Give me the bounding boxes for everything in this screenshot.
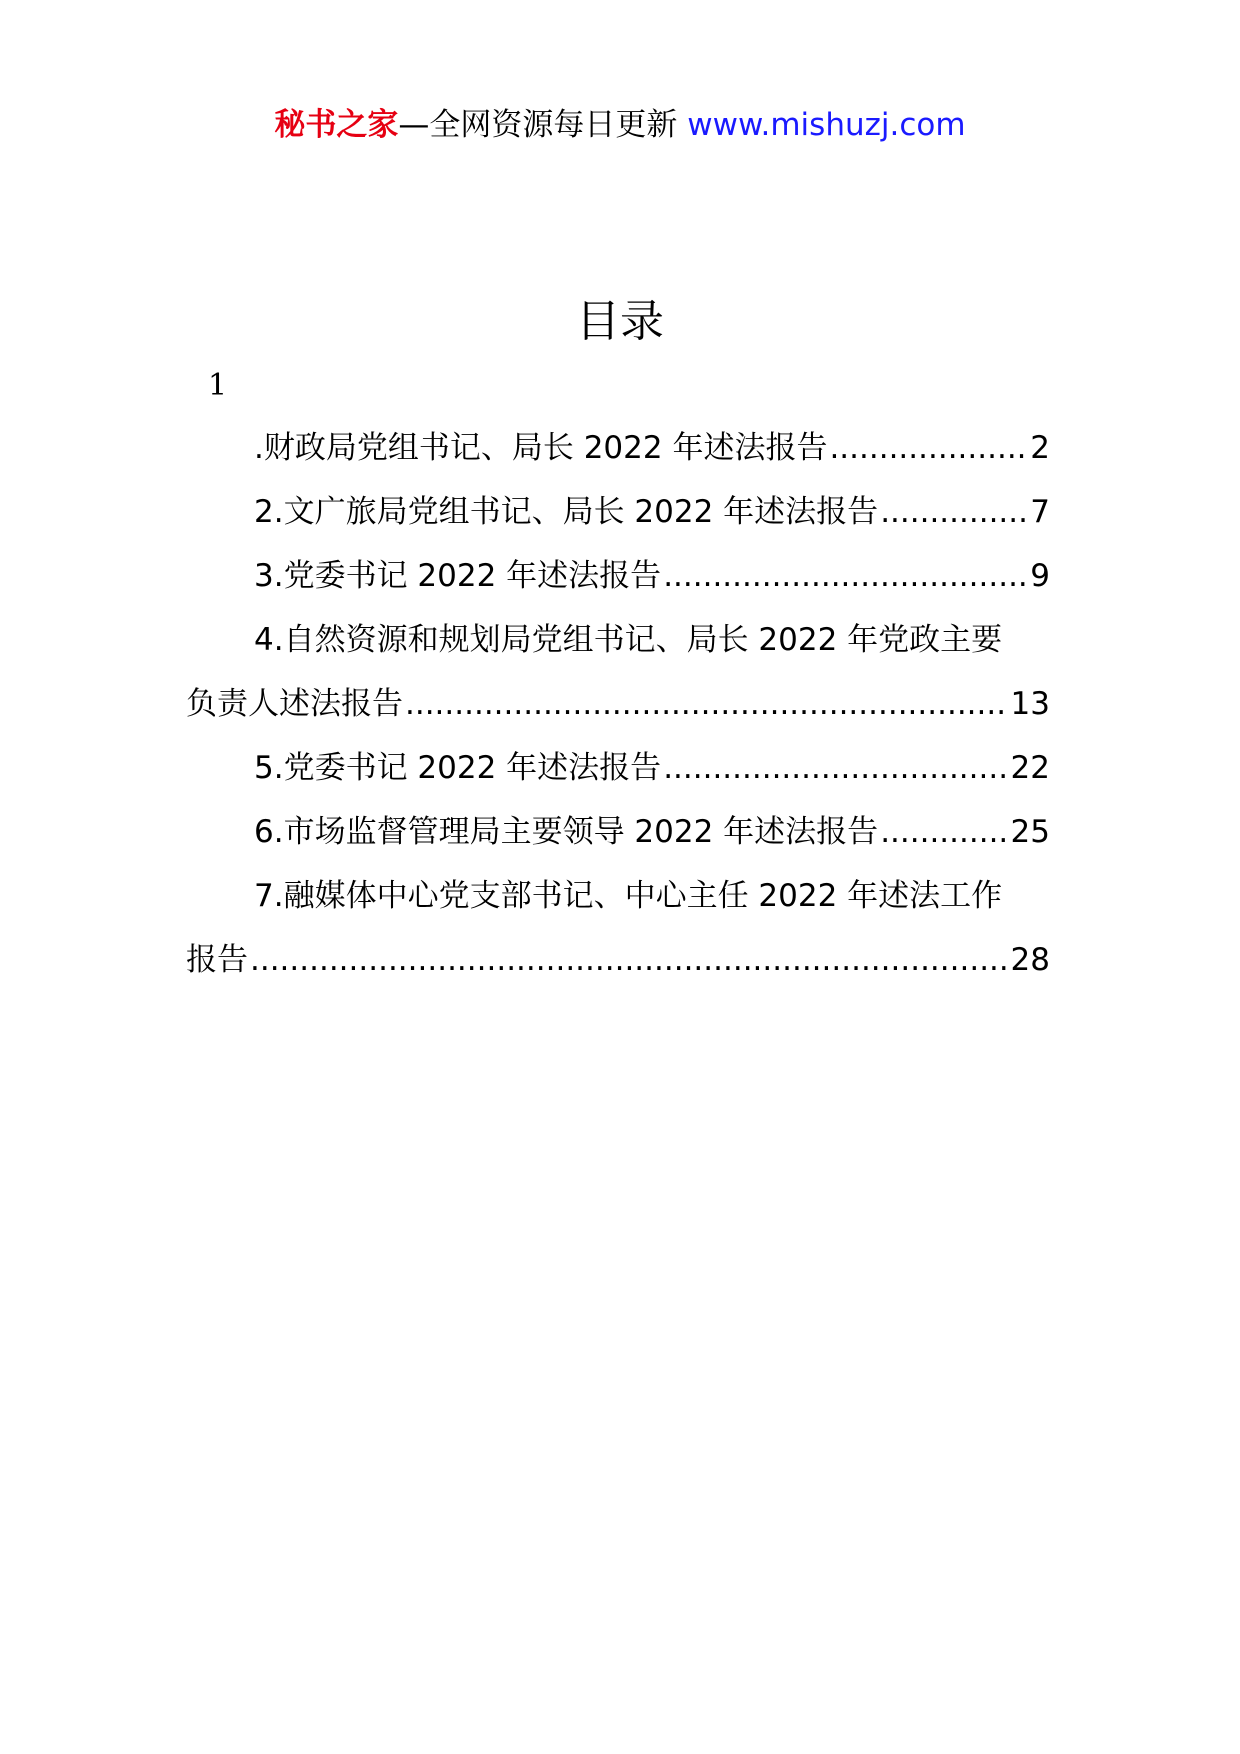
brand-name: 秘书之家 <box>274 107 399 143</box>
site-url-link[interactable]: www.mishuzj.com <box>687 107 966 143</box>
toc-entry-page: 7 <box>1030 494 1050 530</box>
toc-entry-title: 6.市场监督管理局主要领导 2022 年述法报告 <box>254 814 879 850</box>
toc-entry-page: 28 <box>1010 942 1050 978</box>
toc-entry-2[interactable] <box>254 489 1050 535</box>
toc-leader-dots <box>250 937 1009 983</box>
page-marker: 1 <box>208 368 228 403</box>
toc-entry-page: 25 <box>1010 814 1050 850</box>
toc-entry-5[interactable] <box>254 745 1050 791</box>
toc-entry-page: 2 <box>1030 430 1050 466</box>
toc-entry-page: 22 <box>1010 750 1050 786</box>
toc-entry-6[interactable] <box>254 809 1050 855</box>
toc-entry-4-first-line[interactable]: 4.自然资源和规划局党组书记、局长 2022 年党政主要 <box>254 622 1003 658</box>
toc-leader-dots <box>663 553 1028 599</box>
toc-title: 目录 <box>576 296 664 347</box>
toc-entry-7-first-line[interactable]: 7.融媒体中心党支部书记、中心主任 2022 年述法工作 <box>254 878 1003 914</box>
toc-entry-title: 2.文广旅局党组书记、局长 2022 年述法报告 <box>254 494 879 530</box>
toc-entry-page: 13 <box>1010 686 1050 722</box>
toc-entry-title: 报告 <box>186 942 248 978</box>
toc-leader-dots <box>829 425 1028 471</box>
toc-entry-title: .财政局党组书记、局长 2022 年述法报告 <box>254 430 828 466</box>
toc-entry-title: 负责人述法报告 <box>186 686 403 722</box>
toc-leader-dots <box>663 745 1008 791</box>
header-slogan: —全网资源每日更新 <box>398 107 678 143</box>
toc-entry-1[interactable] <box>254 425 1050 471</box>
toc-entry-title: 5.党委书记 2022 年述法报告 <box>254 750 662 786</box>
toc-entry-4[interactable] <box>186 681 1050 727</box>
toc-entry-page: 9 <box>1030 558 1050 594</box>
toc-leader-dots <box>880 489 1028 535</box>
toc-entry-3[interactable] <box>254 553 1050 599</box>
toc-leader-dots <box>880 809 1008 855</box>
toc-entry-7[interactable] <box>186 937 1050 983</box>
toc-leader-dots <box>405 681 1009 727</box>
toc-entry-title: 3.党委书记 2022 年述法报告 <box>254 558 662 594</box>
